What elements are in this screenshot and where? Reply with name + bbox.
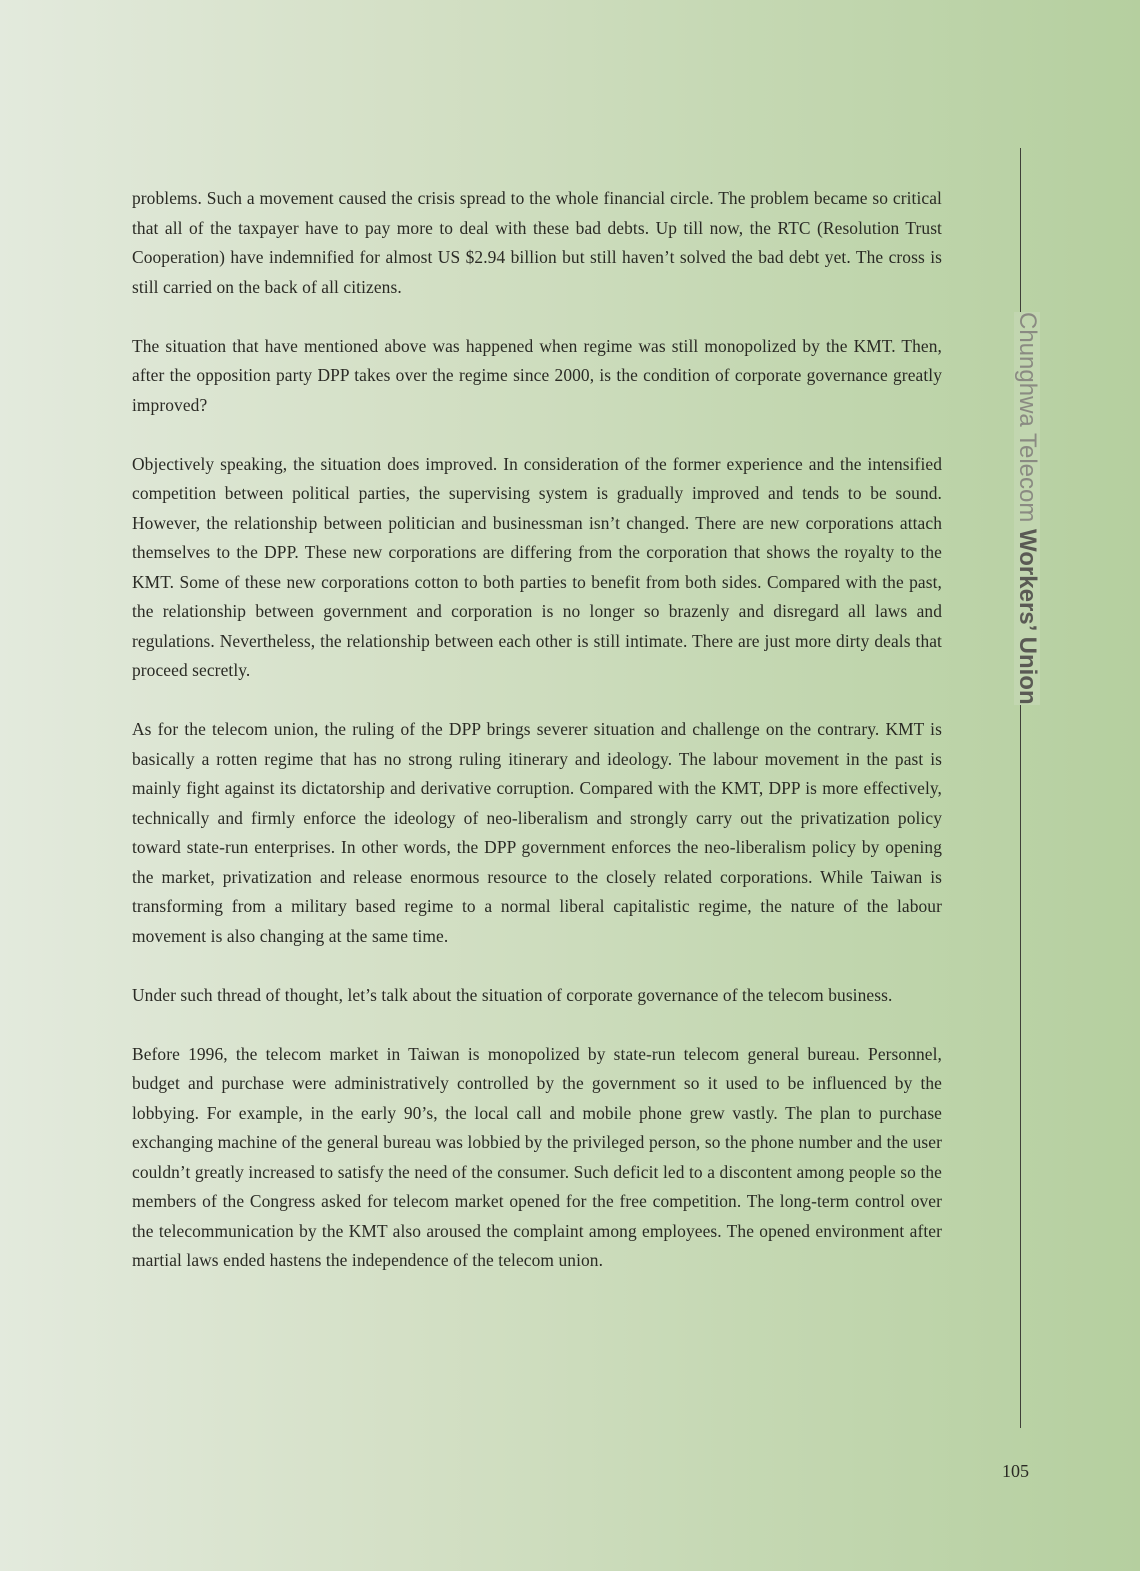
side-running-title: [1014, 312, 1040, 705]
paragraph-5: Under such thread of thought, let’s talk about the situation of corporate governance of the telecom business.: [132, 984, 893, 1005]
paragraph-4: As for the telecom union, the ruling of the DPP brings severer situation and challenge on the contrary. KMT is basically a rotten regime that has no strong ruling itinerary and ideology. The labour movement in the past is mainly fight against its dictatorship and derivative corruption. Compared with the KMT, DPP is more effectively, technically and firmly enforce the ideology of neo-liberalism and strongly carry out the privatization policy toward state-run enterprises. In other words, the DPP government enforces the neo-liberalism policy by opening the market, privatization and release enormous resource to the closely related corporations. While Taiwan is transforming from a military based regime to a normal liberal capitalistic regime, the nature of the labour movement is also changing at the same time.: [132, 719, 942, 946]
paragraph-1: problems. Such a movement caused the crisis spread to the whole financial circle. The problem became so critical that all of the taxpayer have to pay more to deal with these bad debts. Up till now, the RTC (Resolution Trust Cooperation) have indemnified for almost US $2.94 billion but still haven’t solved the bad debt yet. The cross is still carried on the back of all citizens.: [132, 188, 942, 297]
side-title-union: Workers’ Union: [1014, 529, 1041, 705]
page-number: 105: [1002, 1461, 1029, 1481]
paragraph-3: Objectively speaking, the situation does improved. In consideration of the former experience and the intensified competition between political parties, the supervising system is gradually improved and tends to be sound. However, the relationship between politician and businessman isn’t changed. There are new corporations attach themselves to the DPP. These new corporations are differing from the corporation that shows the royalty to the KMT. Some of these new corporations cotton to both parties to benefit from both sides. Compared with the past, the relationship between government and corporation is no longer so brazenly and disregard all laws and regulations. Nevertheless, the relationship between each other is still intimate. There are just more dirty deals that proceed secretly.: [132, 453, 942, 680]
paragraph-2: The situation that have mentioned above was happened when regime was still monopolized by the KMT. Then, after the opposition party DPP takes over the regime since 2000, is the condition of corporate governance greatly improved?: [132, 335, 942, 415]
body-text: [132, 184, 942, 1305]
side-title-company: Chunghwa Telecom: [1014, 312, 1041, 530]
paragraph-6: Before 1996, the telecom market in Taiwan is monopolized by state-run telecom general bureau. Personnel, budget and purchase were administratively controlled by the government so it used to be influenced by the lobbying. For example, in the early 90’s, the local call and mobile phone grew vastly. The plan to purchase exchanging machine of the general bureau was lobbied by the privileged person, so the phone number and the user couldn’t greatly increased to satisfy the need of the consumer. Such deficit led to a discontent among people so the members of the Congress asked for telecom market opened for the free competition. The long-term control over the telecommunication by the KMT also aroused the complaint among employees. The opened environment after martial laws ended hastens the independence of the telecom union.: [132, 1043, 942, 1270]
